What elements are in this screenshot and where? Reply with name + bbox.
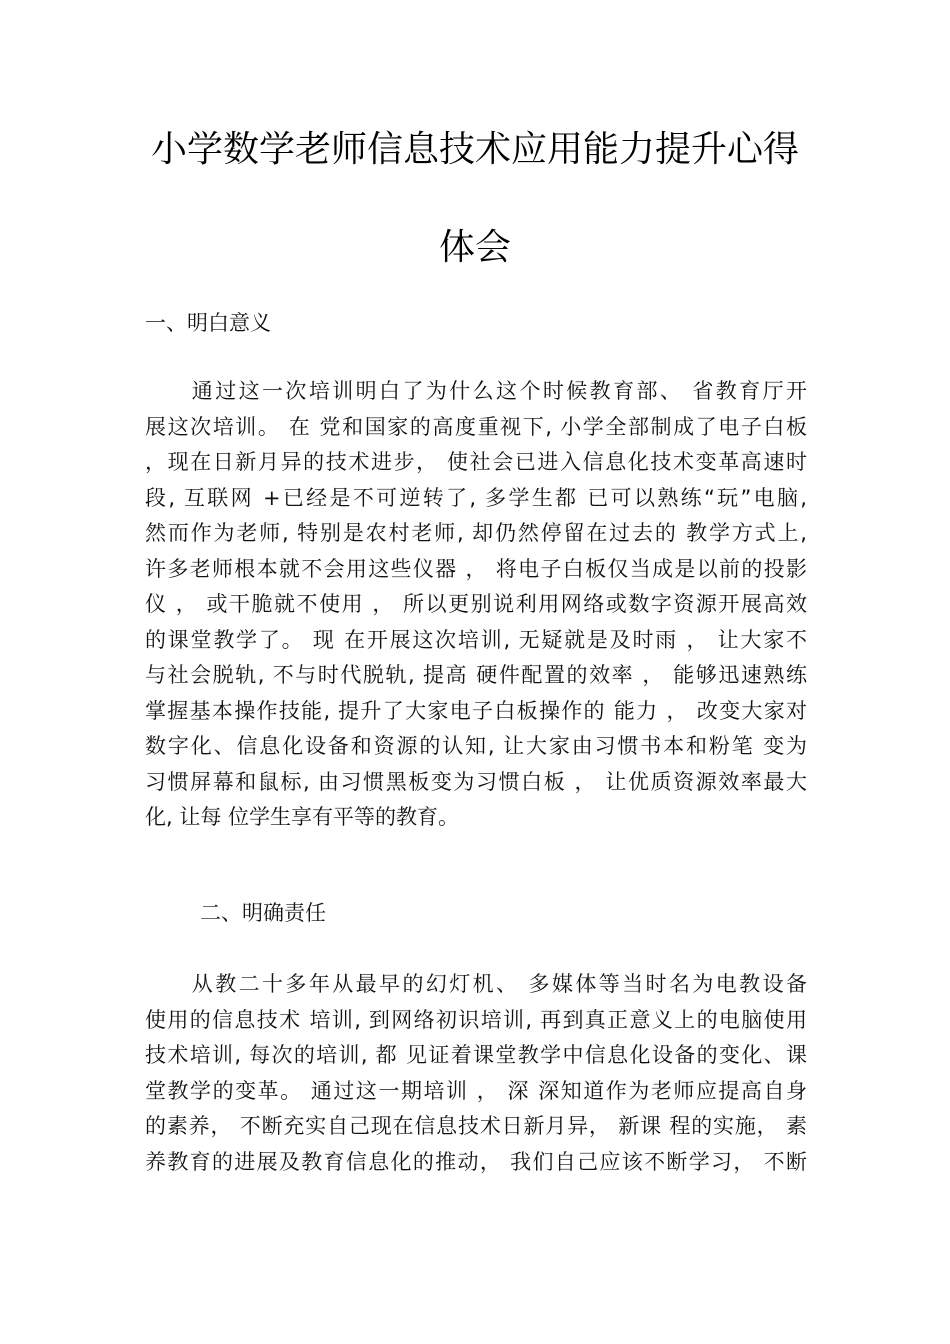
paragraph-line: 与社会脱轨, 不与时代脱轨, 提高 硬件配置的效率 ， 能够迅速熟练: [145, 663, 807, 687]
paragraph-line: 然而作为老师, 特别是农村老师, 却仍然停留在过去的 教学方式上,: [145, 521, 807, 545]
paragraph-line: 堂教学的变革。 通过这一期培训 ， 深 深知道作为老师应提高自身: [145, 1078, 807, 1103]
paragraph-line: 数字化、信息化设备和资源的认知, 让大家由习惯书本和粉笔 变为: [145, 734, 807, 758]
section-heading-1: 一、明白意义: [145, 311, 271, 335]
paragraph-line: 仪 ， 或干脆就不使用 ， 所以更别说利用网络或数字资源开展高效: [145, 592, 807, 616]
paragraph-line: 的素养， 不断充实自己现在信息技术日新月异， 新课 程的实施， 素: [145, 1114, 807, 1138]
document-title-line-1: 小学数学老师信息技术应用能力提升心得: [150, 129, 799, 170]
paragraph-line: 段, 互联网 +已经是不可逆转了, 多学生都 已可以熟练“玩”电脑,: [145, 485, 807, 510]
paragraph-line: 养教育的进展及教育信息化的推动， 我们自己应该不断学习， 不断: [145, 1149, 807, 1174]
paragraph-line: 化, 让每 位学生享有平等的教育。: [145, 805, 460, 829]
section-2-paragraph: [145, 967, 807, 1180]
paragraph-line: 的课堂教学了。 现 在开展这次培训, 无疑就是及时雨 ， 让大家不: [145, 627, 807, 652]
section-heading-2: 二、明确责任: [200, 901, 326, 925]
document-title-line-2: 体会: [438, 227, 511, 268]
paragraph-line: 许多老师根本就不会用这些仪器 ， 将电子白板仅当成是以前的投影: [145, 556, 807, 581]
paragraph-line: 技术培训, 每次的培训, 都 见证着课堂教学中信息化设备的变化、课: [145, 1043, 807, 1067]
paragraph-line: 使用的信息技术 培训, 到网络初识培训, 再到真正意义上的电脑使用: [145, 1007, 807, 1032]
paragraph-line: 从教二十多年从最早的幻灯机、 多媒体等当时名为电教设备: [145, 972, 807, 996]
paragraph-line: ，现在日新月异的技术进步， 使社会已进入信息化技术变革高速时: [145, 450, 807, 474]
section-1-paragraph: [145, 374, 807, 836]
paragraph-line: 掌握基本操作技能, 提升了大家电子白板操作的 能力 ， 改变大家对: [145, 698, 807, 723]
paragraph-line: 通过这一次培训明白了为什么这个时候教育部、 省教育厅开: [145, 379, 807, 403]
paragraph-line: 展这次培训。 在 党和国家的高度重视下, 小学全部制成了电子白板: [145, 414, 807, 439]
paragraph-line: 习惯屏幕和鼠标, 由习惯黑板变为习惯白板 ， 让优质资源效率最大: [145, 769, 807, 794]
